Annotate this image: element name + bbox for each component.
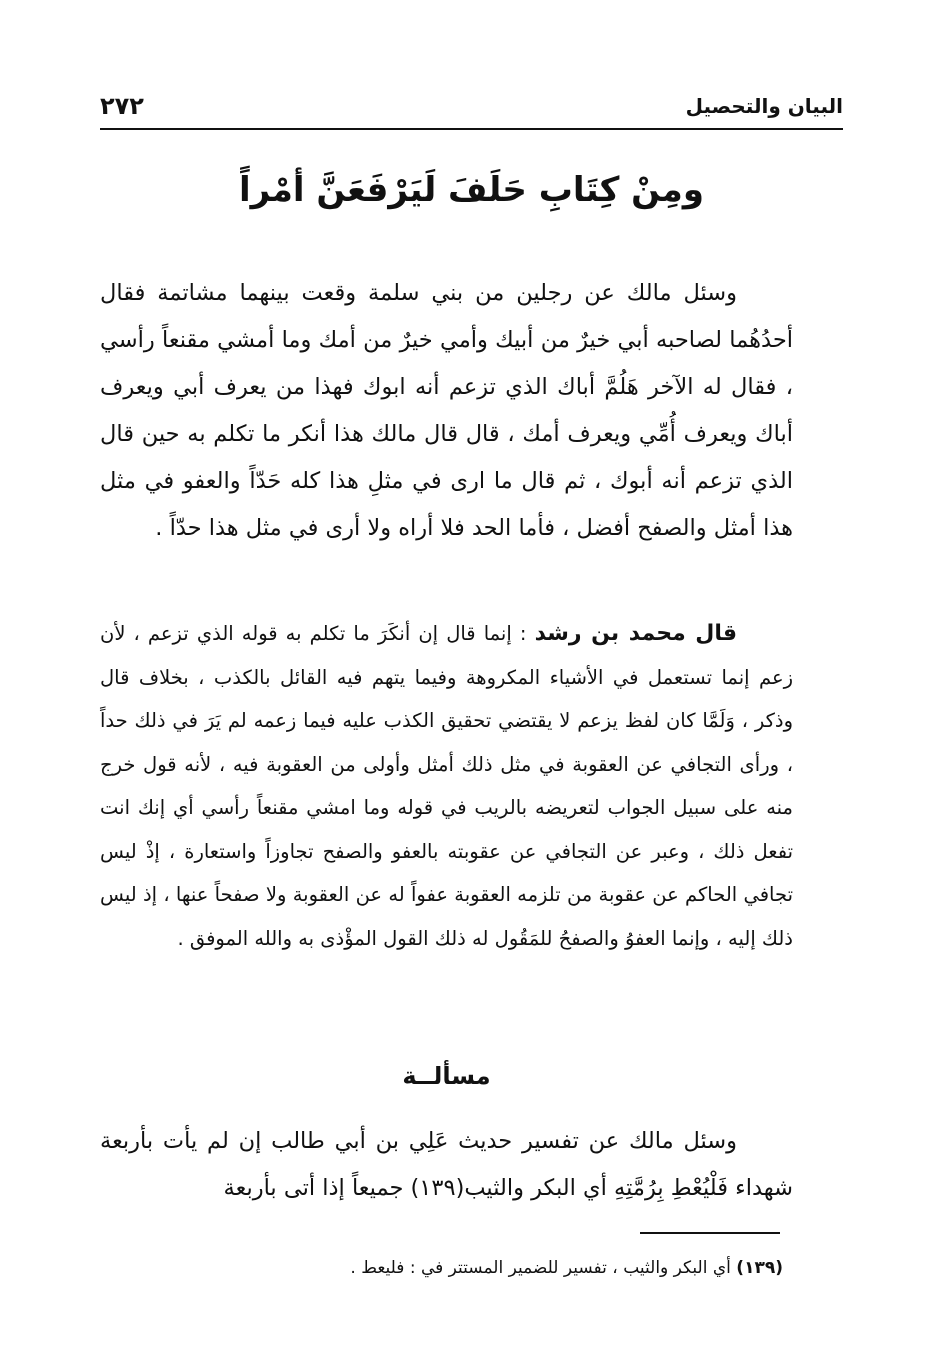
question-paragraph-2 [100,1118,793,1212]
book-title: البيان والتحصيل [685,94,843,118]
question-2-text: وسئل مالك عن تفسير حديث عَلِي بن أبي طالب إن لم يأت بأربعة شهداء فَلْيُعْطِ بِرُمَّتِهِ أي البكر والثيب(١٣٩) جميعاً إذا أتى بأربعة [100,1128,793,1201]
chapter-title: ومِنْ كِتَابِ حَلَفَ لَيَرْفَعَنَّ أمْراً [239,170,704,210]
footnote [100,1258,783,1278]
commentary-speaker: قال محمد بن رشد [534,621,737,646]
page-number: ٢٧٢ [100,92,144,120]
commentary-paragraph [100,612,793,960]
running-header [100,88,843,130]
footnote-marker: (١٣٩) [736,1258,783,1278]
section-title: مسألــة [402,1062,491,1090]
question-paragraph-1 [100,270,793,552]
commentary-text: : إنما قال إن أنكَرَ ما تكلم به قوله الذي تزعم ، لأن زعم إنما تستعمل في الأشياء المكروهة وفيما يتهم فيه القائل بالكذب ، بخلاف قال وذكر ، وَلَمَّا كان لفظ يزعم لا يقتضي تحقيق الكذب عليه فيما زعمه لم يَرَ في ذلك حداً ، ورأى التجافي عن العقوبة في مثل ذلك أمثل وأولى من العقوبة فيه ، لأنه قول خرج منه على سبيل الجواب لتعريضه بالريب في قوله وما امشي مقنعاً رأسي أي إنك انت تفعل ذلك ، وعبر عن التجافي عن عقوبته بالعفو والصفح تجاوزاً واستعارة ، إذْ ليس تجافي الحاكم عن عقوبة من تلزمه العقوبة عفواً له عن العقوبة ولا صفحاً عنها ، إذ ليس ذلك إليه ، وإنما العفوُ والصفحُ للمَقُول له ذلك القول المؤْذى به والله الموفق . [100,622,793,950]
footnote-text: أي البكر والثيب ، تفسير للضمير المستتر في : فليعط . [350,1258,737,1278]
footnote-divider [640,1232,780,1234]
question-1-text: وسئل مالك عن رجلين من بني سلمة وقعت بينهما مشاتمة فقال أحدُهُما لصاحبه أبي خيرٌ من أبيك وأمي خيرٌ من أمك وما أمشي مقنعاً رأسي ، فقال له الآخر هَلُمَّ أباك الذي تزعم أنه ابوك فهذا من يعرف أبي ويعرف أباك ويعرف أُمِّي ويعرف أمك ، قال قال مالك هذا أنكر ما تكلم به حين قال الذي تزعم أنه أبوك ، ثم قال ما ارى في مثلِ هذا كله حَدّاً والعفو في مثل هذا أمثل والصفح أفضل ، فأما الحد فلا أراه ولا أرى في مثل هذا حدّاً . [100,280,793,541]
